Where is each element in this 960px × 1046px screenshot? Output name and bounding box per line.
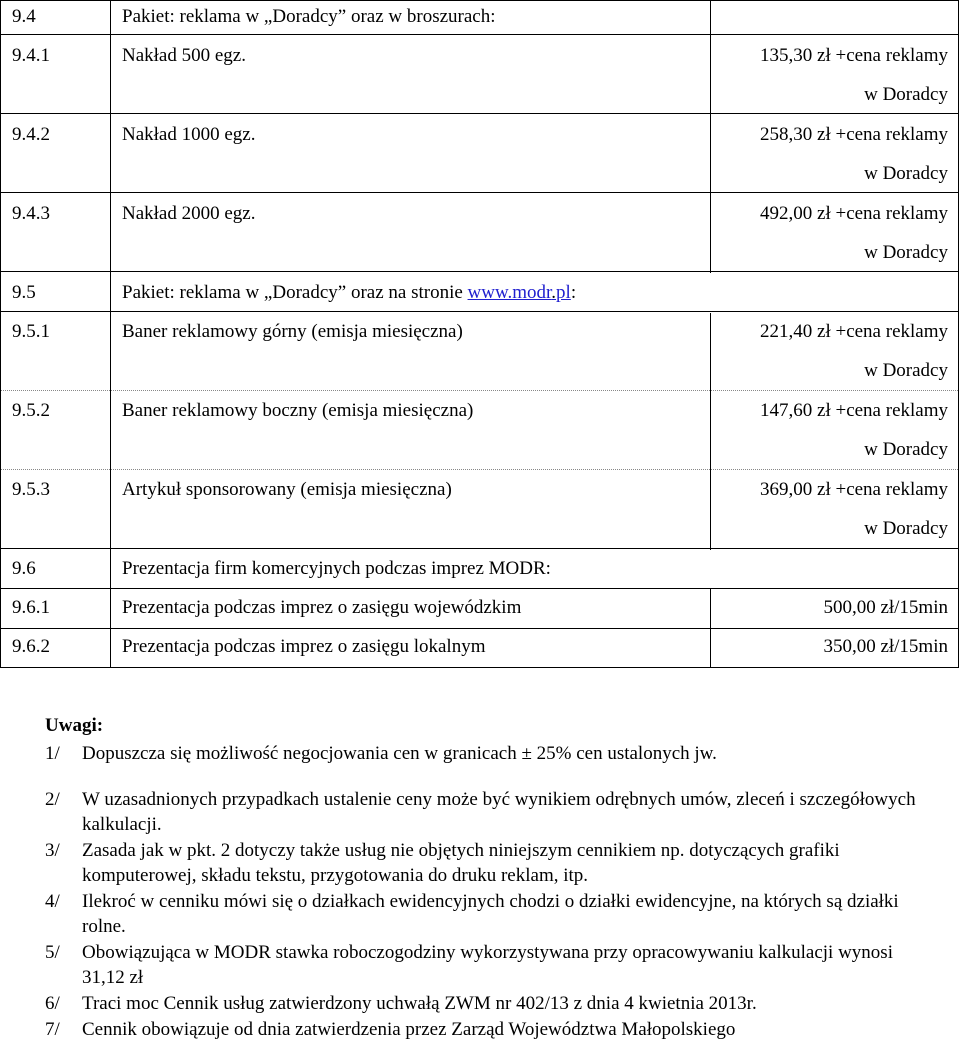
column-divider: [710, 313, 711, 550]
row-number: 9.5: [12, 282, 36, 303]
row-description: Baner reklamowy górny (emisja miesięczna): [122, 321, 463, 342]
row-description: Artykuł sponsorowany (emisja miesięczna): [122, 479, 452, 500]
row-description: Prezentacja firm komercyjnych podczas imprez MODR:: [122, 558, 551, 579]
note-text: Dopuszcza się możliwość negocjowania cen w granicach ± 25% cen ustalonych jw.: [82, 743, 717, 764]
column-divider: [110, 1, 111, 667]
row-price-suffix: w Doradcy: [864, 242, 948, 263]
row-description: Prezentacja podczas imprez o zasięgu wojewódzkim: [122, 597, 522, 618]
row-number: 9.5.3: [12, 479, 50, 500]
note-number: 5/: [45, 942, 60, 963]
row-price: 369,00 zł +cena reklamy: [760, 479, 948, 500]
note-text: W uzasadnionych przypadkach ustalenie ceny może być wynikiem odrębnych umów, zleceń i szczegółowych kalkulacji.: [82, 789, 916, 835]
note-text: Ilekroć w cenniku mówi się o działkach ewidencyjnych chodzi o działki ewidencyjne, na których są działki rolne.: [82, 891, 899, 937]
row-price: 147,60 zł +cena reklamy: [760, 400, 948, 421]
row-number: 9.6: [12, 558, 36, 579]
row-price: 500,00 zł/15min: [823, 597, 948, 618]
website-link[interactable]: [468, 282, 571, 303]
link-dot: .: [551, 282, 557, 303]
row-description-text: Pakiet: reklama w „Doradcy” oraz na stronie: [122, 282, 468, 303]
row-price: 135,30 zł +cena reklamy: [760, 45, 948, 66]
note-text: Traci moc Cennik usług zatwierdzony uchwałą ZWM nr 402/13 z dnia 4 kwietnia 2013r.: [82, 993, 757, 1014]
row-divider: [1, 271, 958, 272]
row-divider: [1, 390, 958, 391]
row-number: 9.4.2: [12, 124, 50, 145]
column-divider: [710, 1, 711, 273]
note-number: 7/: [45, 1019, 60, 1040]
row-price-suffix: w Doradcy: [864, 360, 948, 381]
row-price-suffix: w Doradcy: [864, 518, 948, 539]
row-price: 492,00 zł +cena reklamy: [760, 203, 948, 224]
row-description: Prezentacja podczas imprez o zasięgu lokalnym: [122, 636, 486, 657]
notes-title: Uwagi:: [45, 715, 104, 736]
note-number: 4/: [45, 891, 60, 912]
row-number: 9.4.1: [12, 45, 50, 66]
row-price: 221,40 zł +cena reklamy: [760, 321, 948, 342]
row-number: 9.5.1: [12, 321, 50, 342]
note-number: 2/: [45, 789, 60, 810]
link-part: pl: [556, 282, 571, 303]
row-number: 9.6.1: [12, 597, 50, 618]
row-number: 9.6.2: [12, 636, 50, 657]
row-divider: [1, 548, 958, 549]
note-text: Zasada jak w pkt. 2 dotyczy także usług nie objętych niniejszym cennikiem np. dotyczących grafiki komputerowej, składu tekstu, przygotowania do druku reklam, itp.: [82, 840, 840, 886]
row-number: 9.5.2: [12, 400, 50, 421]
note-number: 1/: [45, 743, 60, 764]
row-description: Baner reklamowy boczny (emisja miesięczna): [122, 400, 474, 421]
row-divider: [1, 34, 110, 35]
row-number: 9.4: [12, 6, 36, 27]
row-price-suffix: w Doradcy: [864, 163, 948, 184]
row-description: Pakiet: reklama w „Doradcy” oraz w broszurach:: [122, 6, 496, 27]
row-description: Nakład 2000 egz.: [122, 203, 256, 224]
note-text: Cennik obowiązuje od dnia zatwierdzenia przez Zarząd Województwa Małopolskiego: [82, 1019, 736, 1040]
row-divider: [1, 628, 958, 629]
row-description: Nakład 500 egz.: [122, 45, 246, 66]
row-price: 350,00 zł/15min: [823, 636, 948, 657]
row-divider: [1, 469, 958, 470]
row-divider: [110, 34, 958, 35]
row-divider: [1, 192, 958, 193]
row-divider: [1, 588, 958, 589]
row-divider: [1, 113, 958, 114]
row-description: Nakład 1000 egz.: [122, 124, 256, 145]
row-description: [122, 282, 576, 304]
link-part: www.modr: [467, 282, 552, 303]
note-text: Obowiązująca w MODR stawka roboczogodziny wykorzystywana przy opracowywaniu kalkulacji wynosi 31,12 zł: [82, 942, 893, 988]
row-divider: [1, 311, 958, 312]
row-price: 258,30 zł +cena reklamy: [760, 124, 948, 145]
note-number: 6/: [45, 993, 60, 1014]
row-number: 9.4.3: [12, 203, 50, 224]
row-price-suffix: w Doradcy: [864, 439, 948, 460]
row-description-suffix: :: [570, 282, 577, 303]
note-number: 3/: [45, 840, 60, 861]
row-price-suffix: w Doradcy: [864, 84, 948, 105]
